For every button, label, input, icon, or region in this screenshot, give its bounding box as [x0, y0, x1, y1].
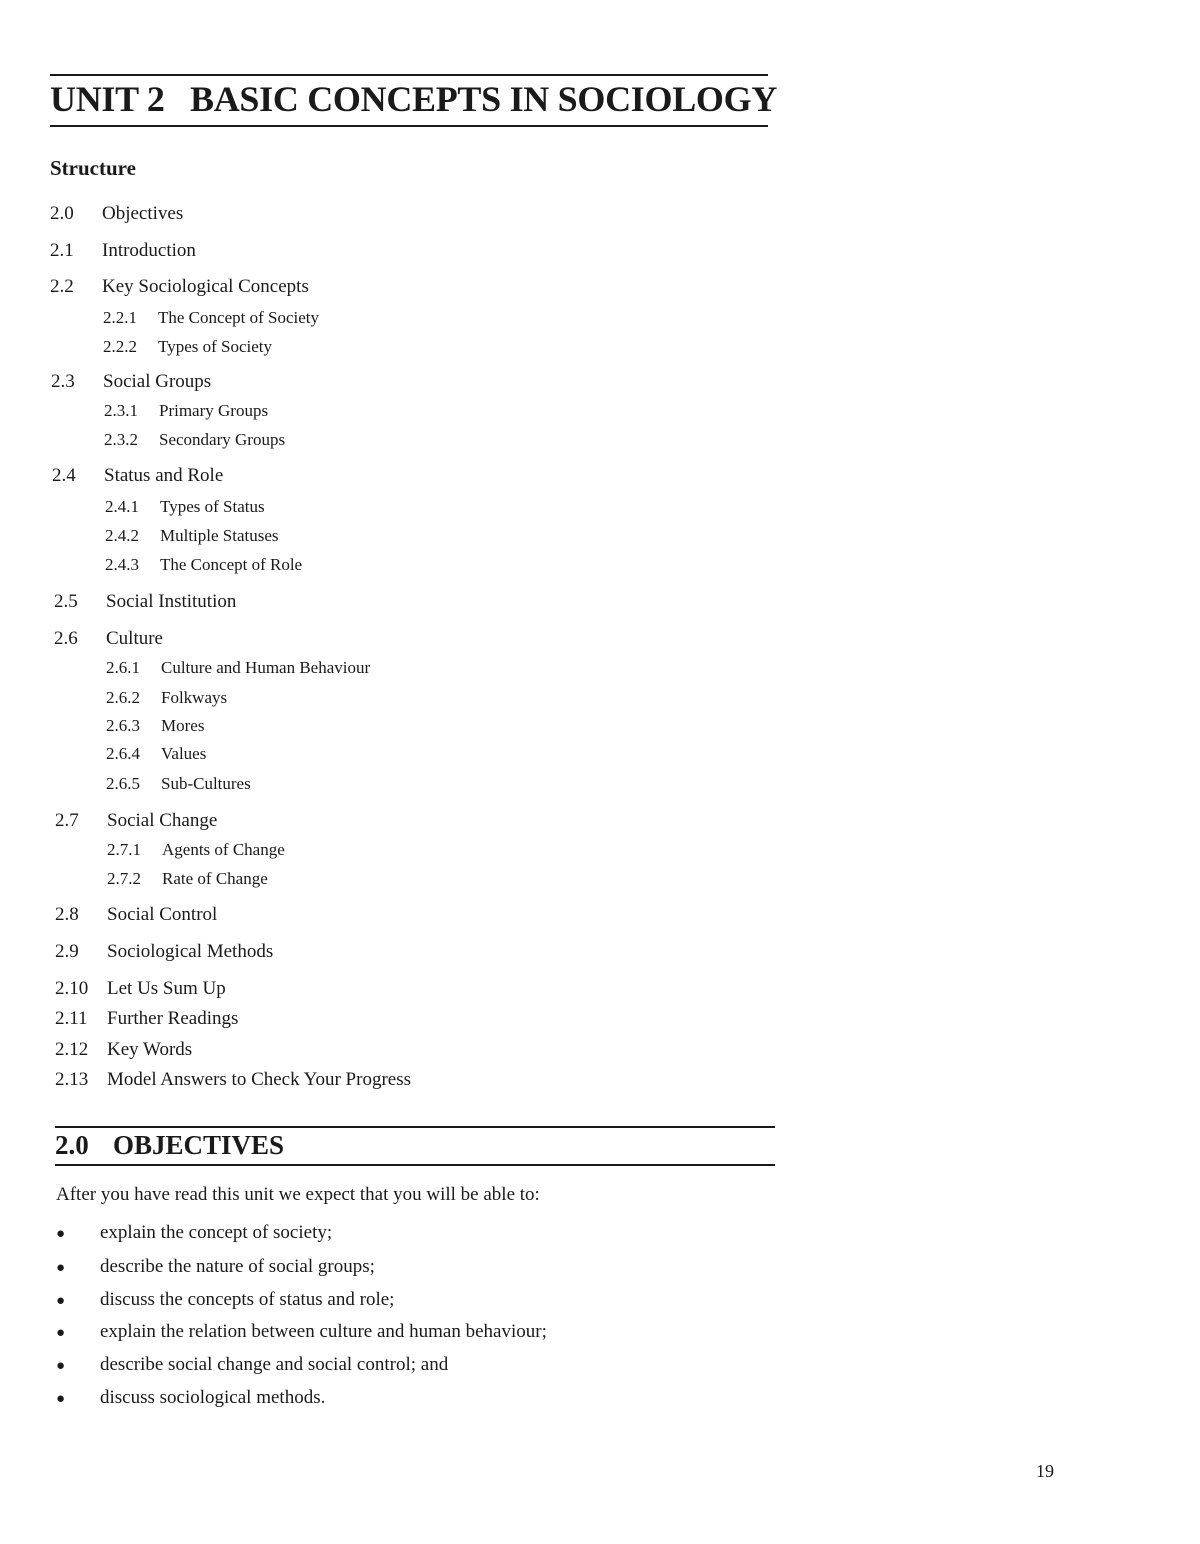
toc-subentry [106, 716, 204, 736]
toc-number: 2.9 [55, 941, 79, 962]
toc-number: 2.0 [50, 203, 74, 224]
toc-number: 2.7.2 [107, 869, 141, 888]
objective-item [56, 1222, 332, 1244]
unit-number: UNIT 2 [50, 79, 165, 119]
toc-number: 2.6.1 [106, 658, 140, 677]
toc-entry [50, 240, 196, 262]
toc-number: 2.5 [54, 591, 78, 612]
toc-label: Secondary Groups [159, 430, 286, 449]
toc-subentry [106, 658, 370, 678]
toc-subentry [106, 744, 206, 764]
objective-item [56, 1387, 325, 1409]
toc-label: Types of Society [158, 337, 273, 356]
toc-label: Introduction [102, 240, 196, 261]
section-rule-lower [55, 1164, 775, 1166]
toc-entry [55, 904, 217, 926]
bullet-icon: ● [56, 1391, 66, 1407]
toc-entry [51, 371, 211, 393]
toc-number: 2.2.2 [103, 337, 137, 356]
toc-subentry [103, 308, 319, 328]
toc-label: The Concept of Society [158, 308, 319, 327]
toc-label: Model Answers to Check Your Progress [107, 1069, 411, 1090]
toc-label: Sub-Cultures [161, 774, 251, 793]
bullet-icon: ● [56, 1226, 66, 1242]
toc-label: Agents of Change [162, 840, 285, 859]
toc-label: Values [161, 744, 207, 763]
toc-number: 2.6 [54, 628, 78, 649]
section-rule-upper [55, 1126, 775, 1128]
toc-number: 2.8 [55, 904, 79, 925]
objective-item [56, 1321, 547, 1343]
toc-entry [55, 978, 226, 1000]
objective-item [56, 1256, 375, 1278]
objective-item [56, 1354, 448, 1376]
toc-subentry [107, 869, 268, 889]
toc-number: 2.7 [55, 810, 79, 831]
objective-text: describe the nature of social groups; [100, 1256, 375, 1277]
toc-number: 2.2 [50, 276, 74, 297]
toc-number: 2.7.1 [107, 840, 141, 859]
toc-entry [54, 591, 236, 613]
toc-label: Key Words [107, 1039, 193, 1060]
toc-entry [55, 810, 217, 832]
bullet-icon: ● [56, 1358, 66, 1374]
section-number: 2.0 [55, 1130, 89, 1160]
toc-entry [50, 203, 183, 225]
toc-number: 2.3.2 [104, 430, 138, 449]
toc-label: Social Institution [106, 591, 237, 612]
toc-number: 2.6.3 [106, 716, 140, 735]
toc-label: Primary Groups [159, 401, 269, 420]
section-title: OBJECTIVES [113, 1130, 285, 1160]
toc-label: Culture [106, 628, 163, 649]
toc-number: 2.4.3 [105, 555, 139, 574]
unit-heading-text: BASIC CONCEPTS IN SOCIOLOGY [190, 79, 778, 119]
toc-label: Objectives [102, 203, 184, 224]
toc-entry [55, 1069, 411, 1091]
toc-subentry [107, 840, 285, 860]
bullet-icon: ● [56, 1293, 66, 1309]
toc-number: 2.4.2 [105, 526, 139, 545]
top-rule-upper [50, 74, 768, 76]
toc-label: Social Change [107, 810, 218, 831]
toc-label: Multiple Statuses [160, 526, 279, 545]
toc-label: Key Sociological Concepts [102, 276, 309, 297]
toc-entry [55, 1039, 192, 1061]
bullet-icon: ● [56, 1325, 66, 1341]
toc-subentry [105, 526, 279, 546]
toc-number: 2.13 [55, 1069, 89, 1090]
toc-label: Social Groups [103, 371, 212, 392]
toc-number: 2.2.1 [103, 308, 137, 327]
objective-text: explain the relation between culture and human behaviour; [100, 1321, 547, 1342]
toc-subentry [106, 774, 251, 794]
toc-entry [55, 1008, 238, 1030]
toc-entry [52, 465, 223, 487]
objective-item [56, 1289, 394, 1311]
toc-number: 2.6.5 [106, 774, 140, 793]
toc-subentry [103, 337, 272, 357]
toc-label: Folkways [161, 688, 228, 707]
page-number: 19 [1036, 1461, 1054, 1481]
toc-label: Types of Status [160, 497, 265, 516]
toc-label: The Concept of Role [160, 555, 303, 574]
objective-text: describe social change and social control; and [100, 1354, 449, 1375]
toc-subentry [104, 401, 268, 421]
toc-number: 2.12 [55, 1039, 89, 1060]
toc-subentry [106, 688, 227, 708]
toc-entry [55, 941, 273, 963]
toc-number: 2.4.1 [105, 497, 139, 516]
toc-number: 2.10 [55, 978, 89, 999]
bullet-icon: ● [56, 1260, 66, 1276]
toc-label: Further Readings [107, 1008, 239, 1029]
toc-label: Social Control [107, 904, 218, 925]
toc-number: 2.6.2 [106, 688, 140, 707]
toc-label: Status and Role [104, 465, 224, 486]
toc-subentry [105, 555, 302, 575]
section-heading-objectives [55, 1130, 284, 1161]
unit-title [50, 78, 777, 120]
toc-entry [54, 628, 163, 650]
toc-label: Sociological Methods [107, 941, 274, 962]
toc-number: 2.6.4 [106, 744, 140, 763]
top-rule-lower [50, 125, 768, 127]
objective-text: explain the concept of society; [100, 1222, 333, 1243]
objective-text: discuss sociological methods. [100, 1387, 326, 1408]
toc-label: Let Us Sum Up [107, 978, 226, 999]
toc-number: 2.11 [55, 1008, 88, 1029]
toc-entry [50, 276, 309, 298]
toc-number: 2.3.1 [104, 401, 138, 420]
toc-subentry [105, 497, 265, 517]
toc-number: 2.4 [52, 465, 76, 486]
structure-heading: Structure [50, 156, 136, 180]
toc-label: Mores [161, 716, 205, 735]
toc-number: 2.1 [50, 240, 74, 261]
toc-label: Rate of Change [162, 869, 268, 888]
objectives-intro: After you have read this unit we expect that you will be able to: [56, 1184, 540, 1205]
toc-number: 2.3 [51, 371, 75, 392]
objective-text: discuss the concepts of status and role; [100, 1289, 395, 1310]
toc-label: Culture and Human Behaviour [161, 658, 371, 677]
toc-subentry [104, 430, 285, 450]
